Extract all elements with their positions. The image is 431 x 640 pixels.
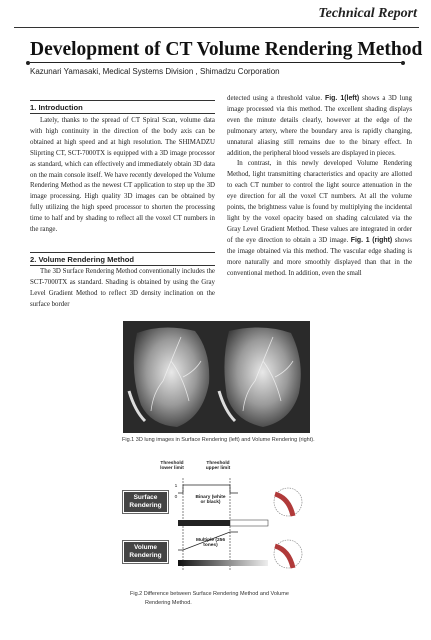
fig1-caption: Fig.1 3D lung images in Surface Rendering (left) and Volume Rendering (right). [122,437,315,443]
fig1-right-ref: Fig. 1 (right) [350,236,393,244]
fig2-diagram [123,450,313,585]
article-authors: Kazunari Yamasaki, Medical Systems Division , Shimadzu Corporation [30,67,280,76]
fig1-left-ref: Fig. 1(left) [325,95,360,102]
surface-binary-bar-white [230,520,268,526]
surface-transfer-curve [178,485,238,493]
report-header [0,0,431,30]
multiple-label: Multiple (256 tones) [195,538,226,548]
intro-paragraph [30,116,215,236]
fig2-graphics [123,450,313,585]
fig1-lung-images [123,321,310,433]
fig2-caption [130,591,330,606]
section-label: Technical Report [318,6,417,21]
lung-images-illustration [123,321,310,433]
volume-gradient-bar [178,560,268,566]
right-column-text [227,94,412,279]
p1-text-b: shows a 3D lung image processed via this method. The excellent shading displays even the minute details clearly, however at the edge of the pulmonary artery, where the boundary area is rapidly changing, unnatural aliasing still remains due to the binary effect. In addition, the peripheral blood vessels are displayed in pieces. [227,95,412,157]
fig2-caption-line2: Rendering Method. [145,600,192,606]
volume-paragraph [30,267,215,311]
article-title: Development of CT Volume Rendering Method [30,39,423,60]
intro-text: Lately, thanks to the spread of CT Spiral Scan, volume data with high continuity in the direction of the body axis can be obtained at high speed and at high resolution. The SHIMADZU Sliprting CT, SCT-7000TX is equipped with a 3D image processor as standard, which can effectively and immediately obtain 3D data on the main console itself. We have recently developed the Volume Rendering Method as the newest CT application to step up the 3D image processing. High quality 3D images can be obtained by fully utilizing the high speed processor to shorten the processing time to half and by shading to reflect all the voxel CT numbers in the range. [30,117,215,234]
tick-1-label: 1 [174,484,178,489]
volume-text: The 3D Surface Rendering Method conventionally includes the SCT-7000TX as standard. Shading is obtained by using the Gray Level Gradient Method to reflect 3D density inclination on the surface border [30,268,215,308]
volume-heading: 2. Volume Rendering Method [30,252,215,266]
volume-vessel-icon [274,540,302,568]
fig2-caption-line1: Fig.2 Difference between Surface Rendering Method and Volume [130,591,289,597]
surface-vessel-icon [274,488,302,516]
surface-rendering-label: Surface Rendering [123,491,168,513]
volume-transfer-curve [178,532,238,550]
intro-heading: 1. Introduction [30,100,215,114]
title-rule [30,62,403,63]
p2-text-a: In contrast, in this newly developed Volume Rendering Method, light transmitting characteristics and opacity are allotted to each CT number to control the light source attenuation in the eye direction for all the voxel CT numbers. At all the volume points, the brightness value is found by multiplying the incidental light by the voxel opacity based on shading calculated via the Gray Level Gradient Method. These values are integrated in order of the eye direction to obtain a 3D image. [227,160,412,244]
binary-label: Binary (white or black) [195,495,226,505]
title-rule-dot-right [401,61,405,65]
p2-text-b: shows the image obtained via this method. The vascular edge shading is more naturally and more smoothly displayed than that in the conventional method. In addition, even the small [227,236,412,277]
tick-0-label: 0 [174,495,178,500]
p1-text-a: detected using a threshold value. [227,95,323,102]
header-rule [14,27,419,28]
threshold-upper-label: Threshold upper limit [205,461,231,471]
threshold-lower-label: Threshold lower limit [160,461,184,471]
volume-rendering-label: Volume Rendering [123,541,168,563]
